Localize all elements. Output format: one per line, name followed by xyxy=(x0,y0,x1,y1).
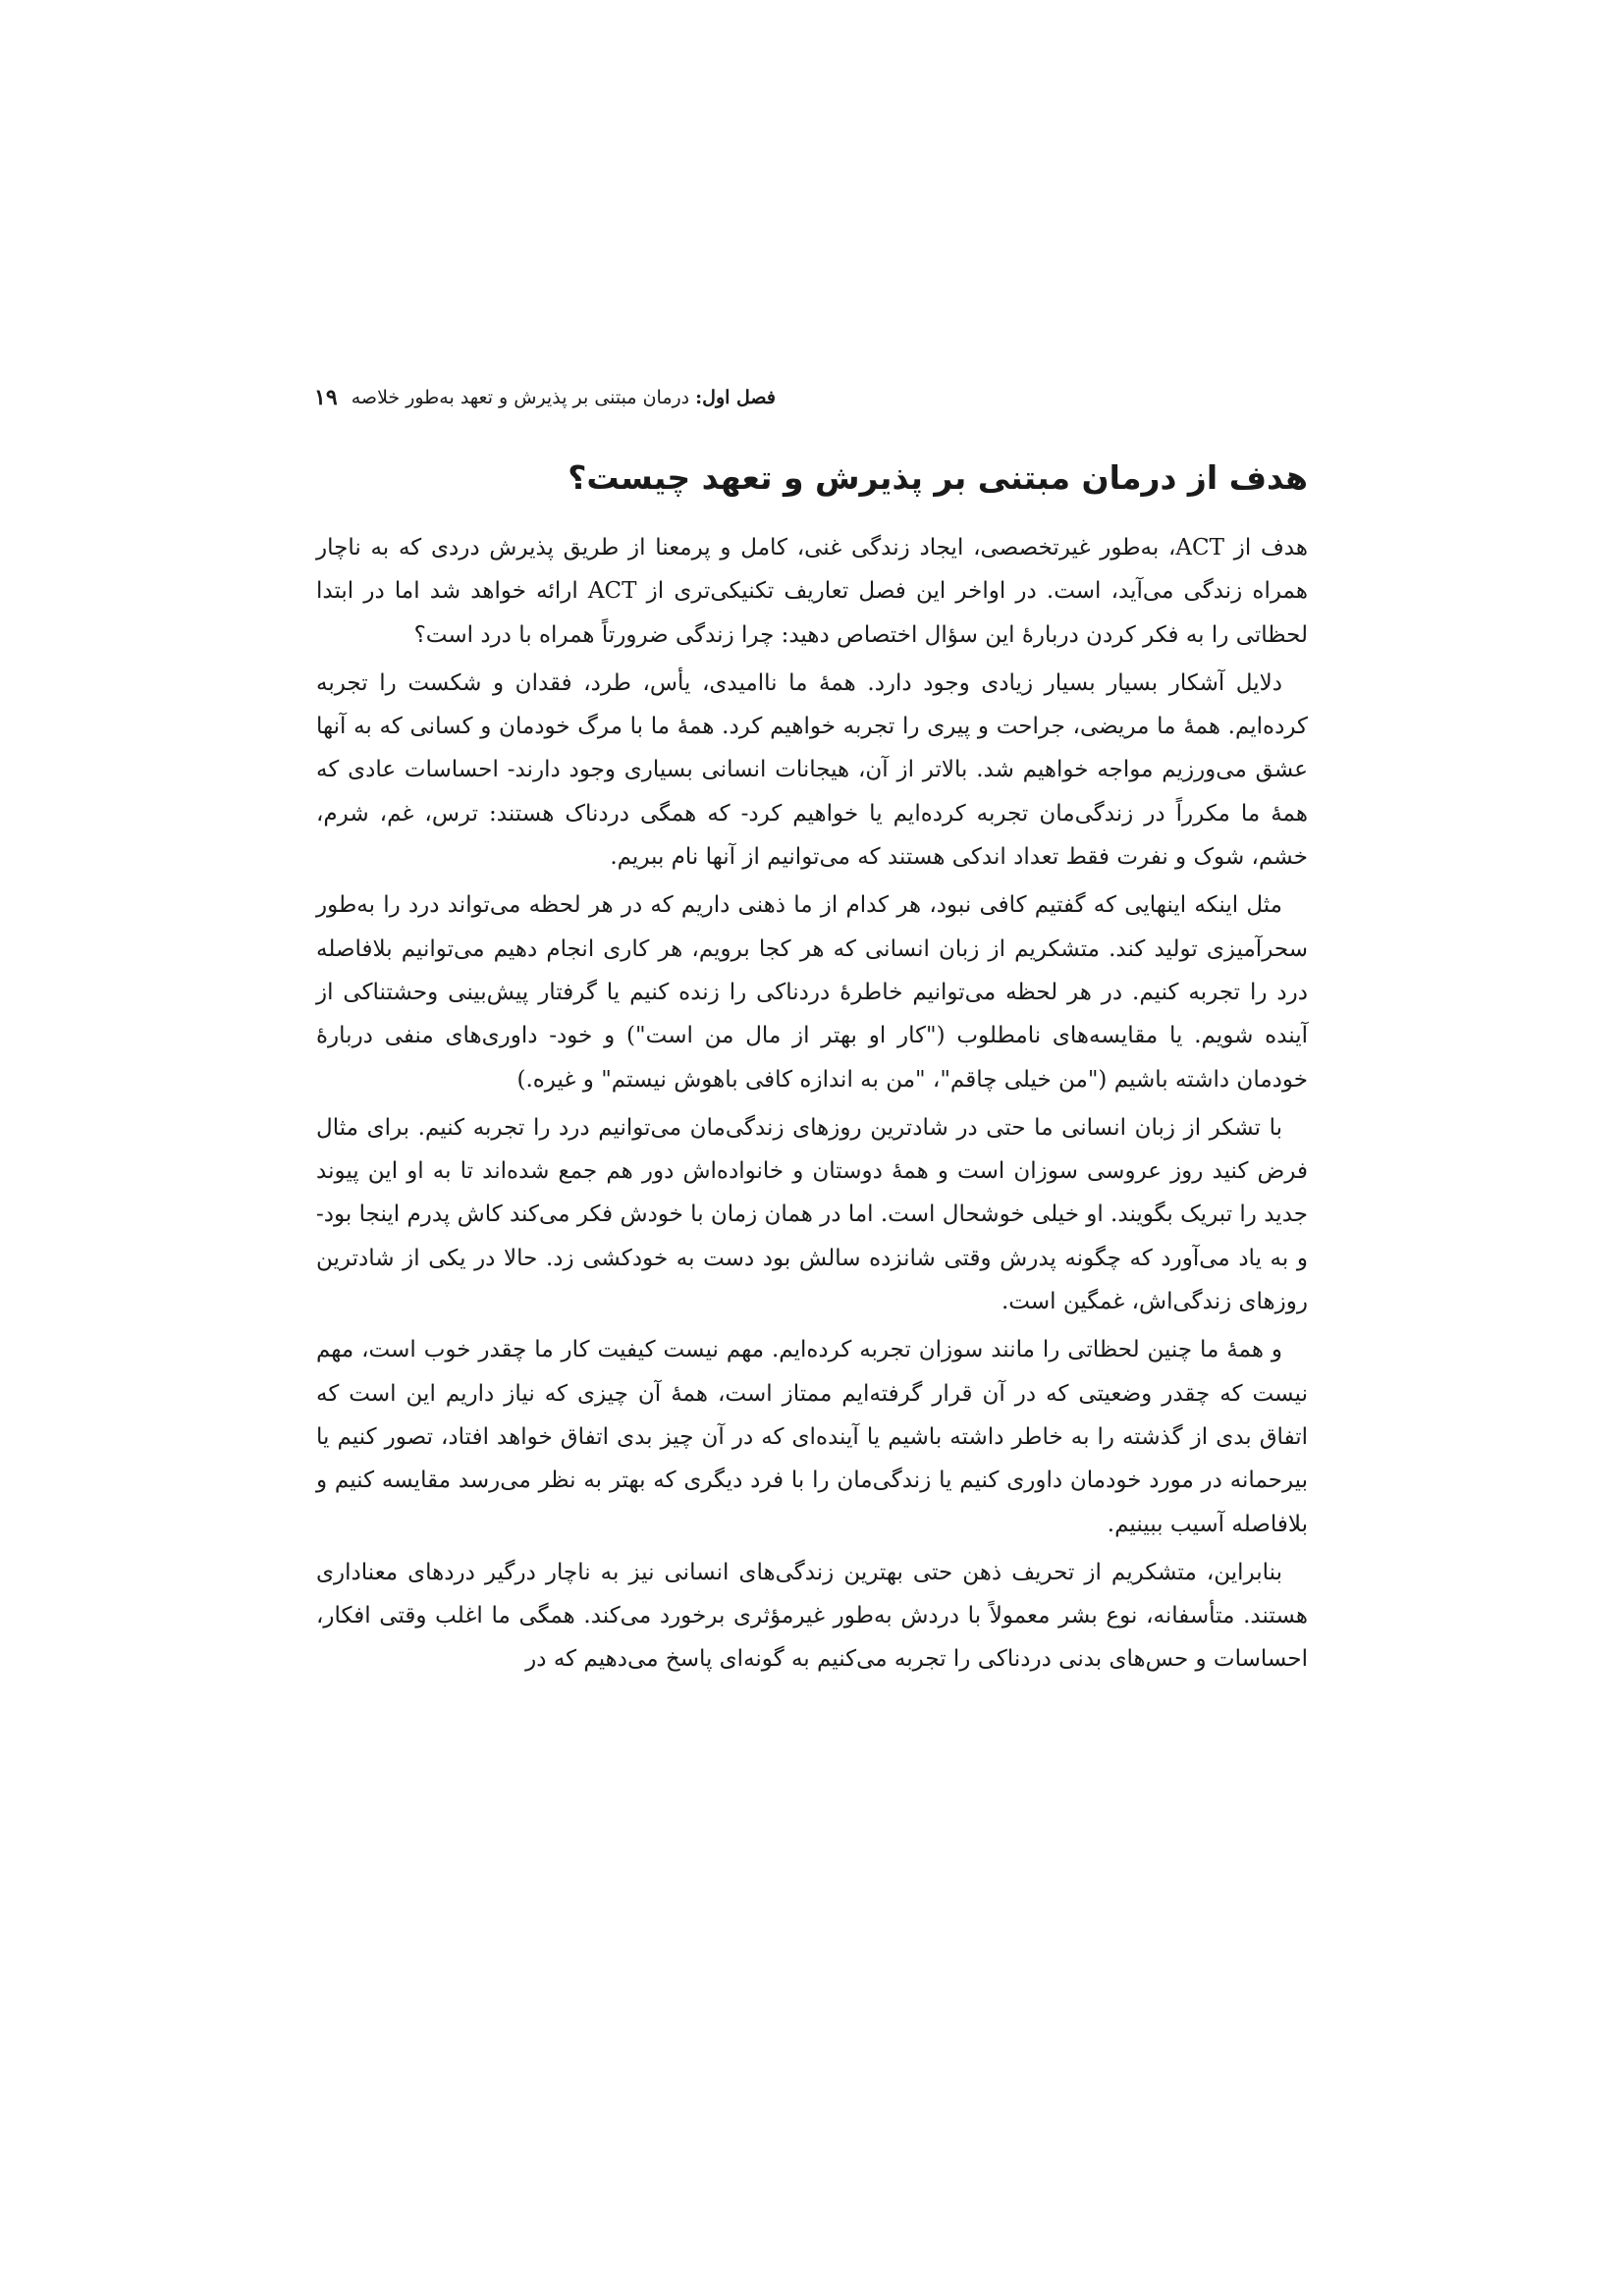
section-title: هدف از درمان مبتنی بر پذیرش و تعهد چیست؟ xyxy=(568,458,1308,497)
chapter-title: درمان مبتنی بر پذیرش و تعهد به‌طور خلاصه xyxy=(351,387,690,408)
paragraph: بنابراین، متشکریم از تحریف ذهن حتی بهترین زندگی‌های انسانی نیز به ناچار درگیر دردهای معناداری هستند. متأسفانه، نوع بشر معمولاً با دردش به‌طور غیرمؤثری برخورد می‌کند. همگی ما اغلب وقتی افکار، احساسات و حس‌های بدنی دردناکی را تجربه می‌کنیم به گونه‌ای پاسخ می‌دهیم که در xyxy=(316,1559,1308,1673)
page-number: ۱۹ xyxy=(314,385,338,410)
chapter-label: فصل اول: xyxy=(695,387,776,408)
body-text xyxy=(316,526,1308,1686)
paragraph: هدف از ACT، به‌طور غیرتخصصی، ایجاد زندگی غنی، کامل و پرمعنا از طریق پذیرش دردی که به ناچار همراه زندگی می‌آید، است. در اواخر این فصل تعاریف تکنیکی‌تری از ACT ارائه خواهد شد اما در ابتدا لحظاتی را به فکر کردن دربارهٔ این سؤال اختصاص دهید: چرا زندگی ضرورتاً همراه با درد است؟ xyxy=(316,535,1309,648)
running-header xyxy=(314,381,776,414)
paragraph: با تشکر از زبان انسانی ما حتی در شادترین روزهای زندگی‌مان می‌توانیم درد را تجربه کنیم. برای مثال فرض کنید روز عروسی سوزان است و همهٔ دوستان و خانواده‌اش دور هم جمع شده‌اند تا به او این پیوند جدید را تبریک بگویند. او خیلی خوشحال است. اما در همان زمان با خودش فکر می‌کند کاش پدرم اینجا بود- و به یاد می‌آورد که چگونه پدرش وقتی شانزده سالش بود دست به خودکشی زد. حالا در یکی از شادترین روزهای زندگی‌اش، غمگین است. xyxy=(316,1114,1308,1315)
paragraph: و همهٔ ما چنین لحظاتی را مانند سوزان تجربه کرده‌ایم. مهم نیست کیفیت کار ما چقدر خوب است، مهم نیست که چقدر وضعیتی که در آن قرار گرفته‌ایم ممتاز است، همهٔ آن چیزی که نیاز داریم این است که اتفاق بدی از گذشته را به خاطر داشته باشیم یا آینده‌ای که در آن چیز بدی اتفاق خواهد افتاد، تصور کنیم یا بیرحمانه در مورد خودمان داوری کنیم یا زندگی‌مان را با فرد دیگری که بهتر به نظر می‌رسد مقایسه کنیم و بلافاصله آسیب ببینیم. xyxy=(316,1337,1308,1537)
paragraph: دلایل آشکار بسیار بسیار زیادی وجود دارد. همهٔ ما ناامیدی، یأس، طرد، فقدان و شکست را تجربه کرده‌ایم. همهٔ ما مریضی، جراحت و پیری را تجربه خواهیم کرد. همهٔ ما با مرگ خودمان و کسانی که به آنها عشق می‌ورزیم مواجه خواهیم شد. بالاتر از آن، هیجانات انسانی بسیاری وجود دارند- احساسات عادی که همهٔ ما مکرراً در زندگی‌مان تجربه کرده‌ایم یا خواهیم کرد- که همگی دردناک هستند: ترس، غم، شرم، خشم، شوک و نفرت فقط تعداد اندکی هستند که می‌توانیم از آنها نام ببریم. xyxy=(316,669,1308,871)
paragraph: مثل اینکه اینهایی که گفتیم کافی نبود، هر کدام از ما ذهنی داریم که در هر لحظه می‌تواند درد را به‌طور سحرآمیزی تولید کند. متشکریم از زبان انسانی که هر کجا برویم، هر کاری انجام دهیم می‌توانیم بلافاصله درد را تجربه کنیم. در هر لحظه می‌توانیم خاطرهٔ دردناکی را زنده کنیم یا گرفتار پیش‌بینی وحشتناکی از آینده شویم. یا مقایسه‌های نامطلوب ("کار او بهتر از مال من است") و خود- داوری‌های منفی دربارهٔ خودمان داشته باشیم ("من خیلی چاقم"، "من به اندازه کافی باهوش نیستم" و غیره.) xyxy=(316,892,1308,1093)
